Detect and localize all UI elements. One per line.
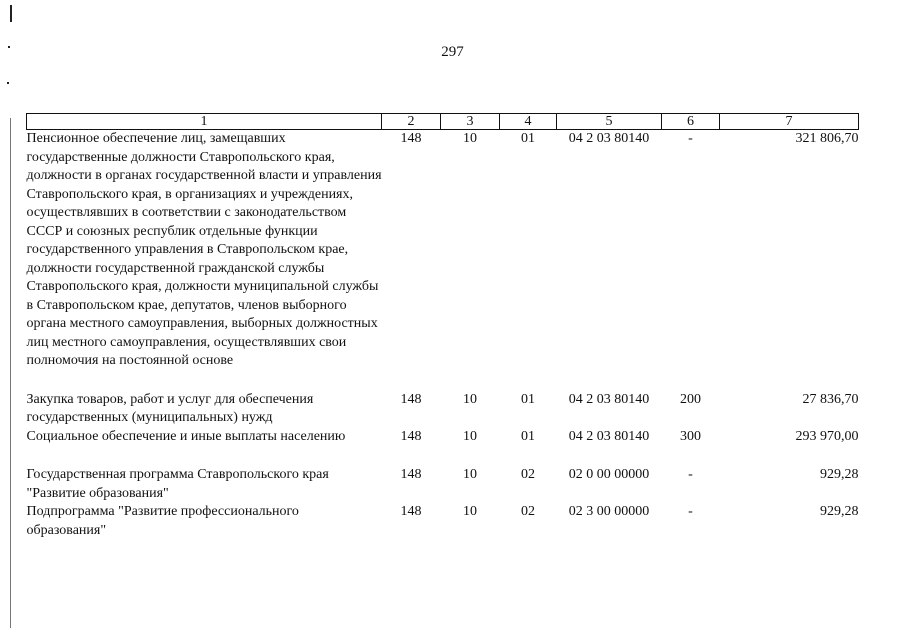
- row-amount: 27 836,70: [802, 391, 859, 407]
- row-code-3: 10: [463, 391, 477, 407]
- column-header: 5: [557, 114, 662, 130]
- row-code-6: -: [688, 504, 693, 519]
- column-header: 3: [441, 114, 500, 130]
- row-code-4: 01: [521, 131, 535, 146]
- row-code-6: -: [688, 467, 693, 482]
- row-spacer: [27, 446, 859, 466]
- row-name: Подпрограмма "Развитие профессионального образования": [26, 504, 299, 538]
- table-row: [27, 391, 859, 428]
- column-header: 6: [662, 114, 720, 130]
- row-code-4: 02: [521, 467, 535, 482]
- row-name: Пенсионное обеспечение лиц, замещавших государственные должности Ставропольского края, должности в органах государственной власти и управления Ставропольского края, в организациях и учреждениях, осуществлявших в соответствии с законодательством СССР и союзных республик отдельные функции государственного управления в Ставропольском крае, должности государственной гражданской службы Ставропольского края, должности муниципальной службы в Ставропольском крае, депутатов, членов выборного органа местного самоуправления, выборных должностных лиц местного самоуправления, осуществлявших свои полномочия на постоянной основе: [26, 131, 382, 368]
- column-header: 7: [720, 114, 859, 130]
- row-name: Государственная программа Ставропольского края "Развитие образования": [26, 467, 329, 501]
- column-header: 4: [500, 114, 557, 130]
- row-code-2: 148: [400, 467, 422, 482]
- row-code-6: 200: [680, 391, 701, 407]
- scan-edge-mark: [10, 5, 12, 22]
- row-code-3: 10: [463, 504, 477, 519]
- scan-edge-mark: [10, 118, 11, 628]
- row-code-4: 02: [521, 504, 535, 519]
- row-code-5: 04 2 03 80140: [568, 391, 650, 407]
- column-header: 1: [27, 114, 382, 130]
- row-code-6: 300: [680, 428, 701, 444]
- row-amount: 293 970,00: [795, 428, 859, 444]
- table-row: [27, 466, 859, 503]
- row-code-5: 04 2 03 80140: [568, 428, 650, 444]
- table-row: [27, 130, 859, 371]
- row-amount: 321 806,70: [795, 131, 859, 146]
- row-code-5: 02 0 00 00000: [568, 467, 650, 482]
- table-header-row: [27, 114, 859, 130]
- row-code-6: -: [688, 131, 693, 146]
- row-code-5: 04 2 03 80140: [568, 131, 650, 146]
- row-code-2: 148: [400, 428, 422, 444]
- row-code-2: 148: [400, 391, 422, 407]
- row-code-3: 10: [463, 428, 477, 444]
- page-number: 297: [441, 44, 464, 60]
- row-code-3: 10: [463, 131, 477, 146]
- row-name: Закупка товаров, работ и услуг для обеспечения государственных (муниципальных) нужд: [26, 391, 314, 425]
- budget-table: [26, 113, 859, 540]
- column-header: 2: [382, 114, 441, 130]
- row-code-4: 01: [521, 428, 535, 444]
- row-name: Социальное обеспечение и иные выплаты населению: [26, 428, 346, 444]
- row-code-5: 02 3 00 00000: [568, 504, 650, 519]
- row-amount: 929,28: [820, 504, 859, 519]
- scan-edge-mark: [7, 82, 9, 84]
- row-code-3: 10: [463, 467, 477, 482]
- row-code-4: 01: [521, 391, 535, 407]
- row-code-2: 148: [400, 131, 422, 146]
- row-amount: 929,28: [820, 467, 859, 482]
- table-row: [27, 503, 859, 540]
- table-row: [27, 428, 859, 447]
- row-spacer: [27, 371, 859, 391]
- row-code-2: 148: [400, 504, 422, 519]
